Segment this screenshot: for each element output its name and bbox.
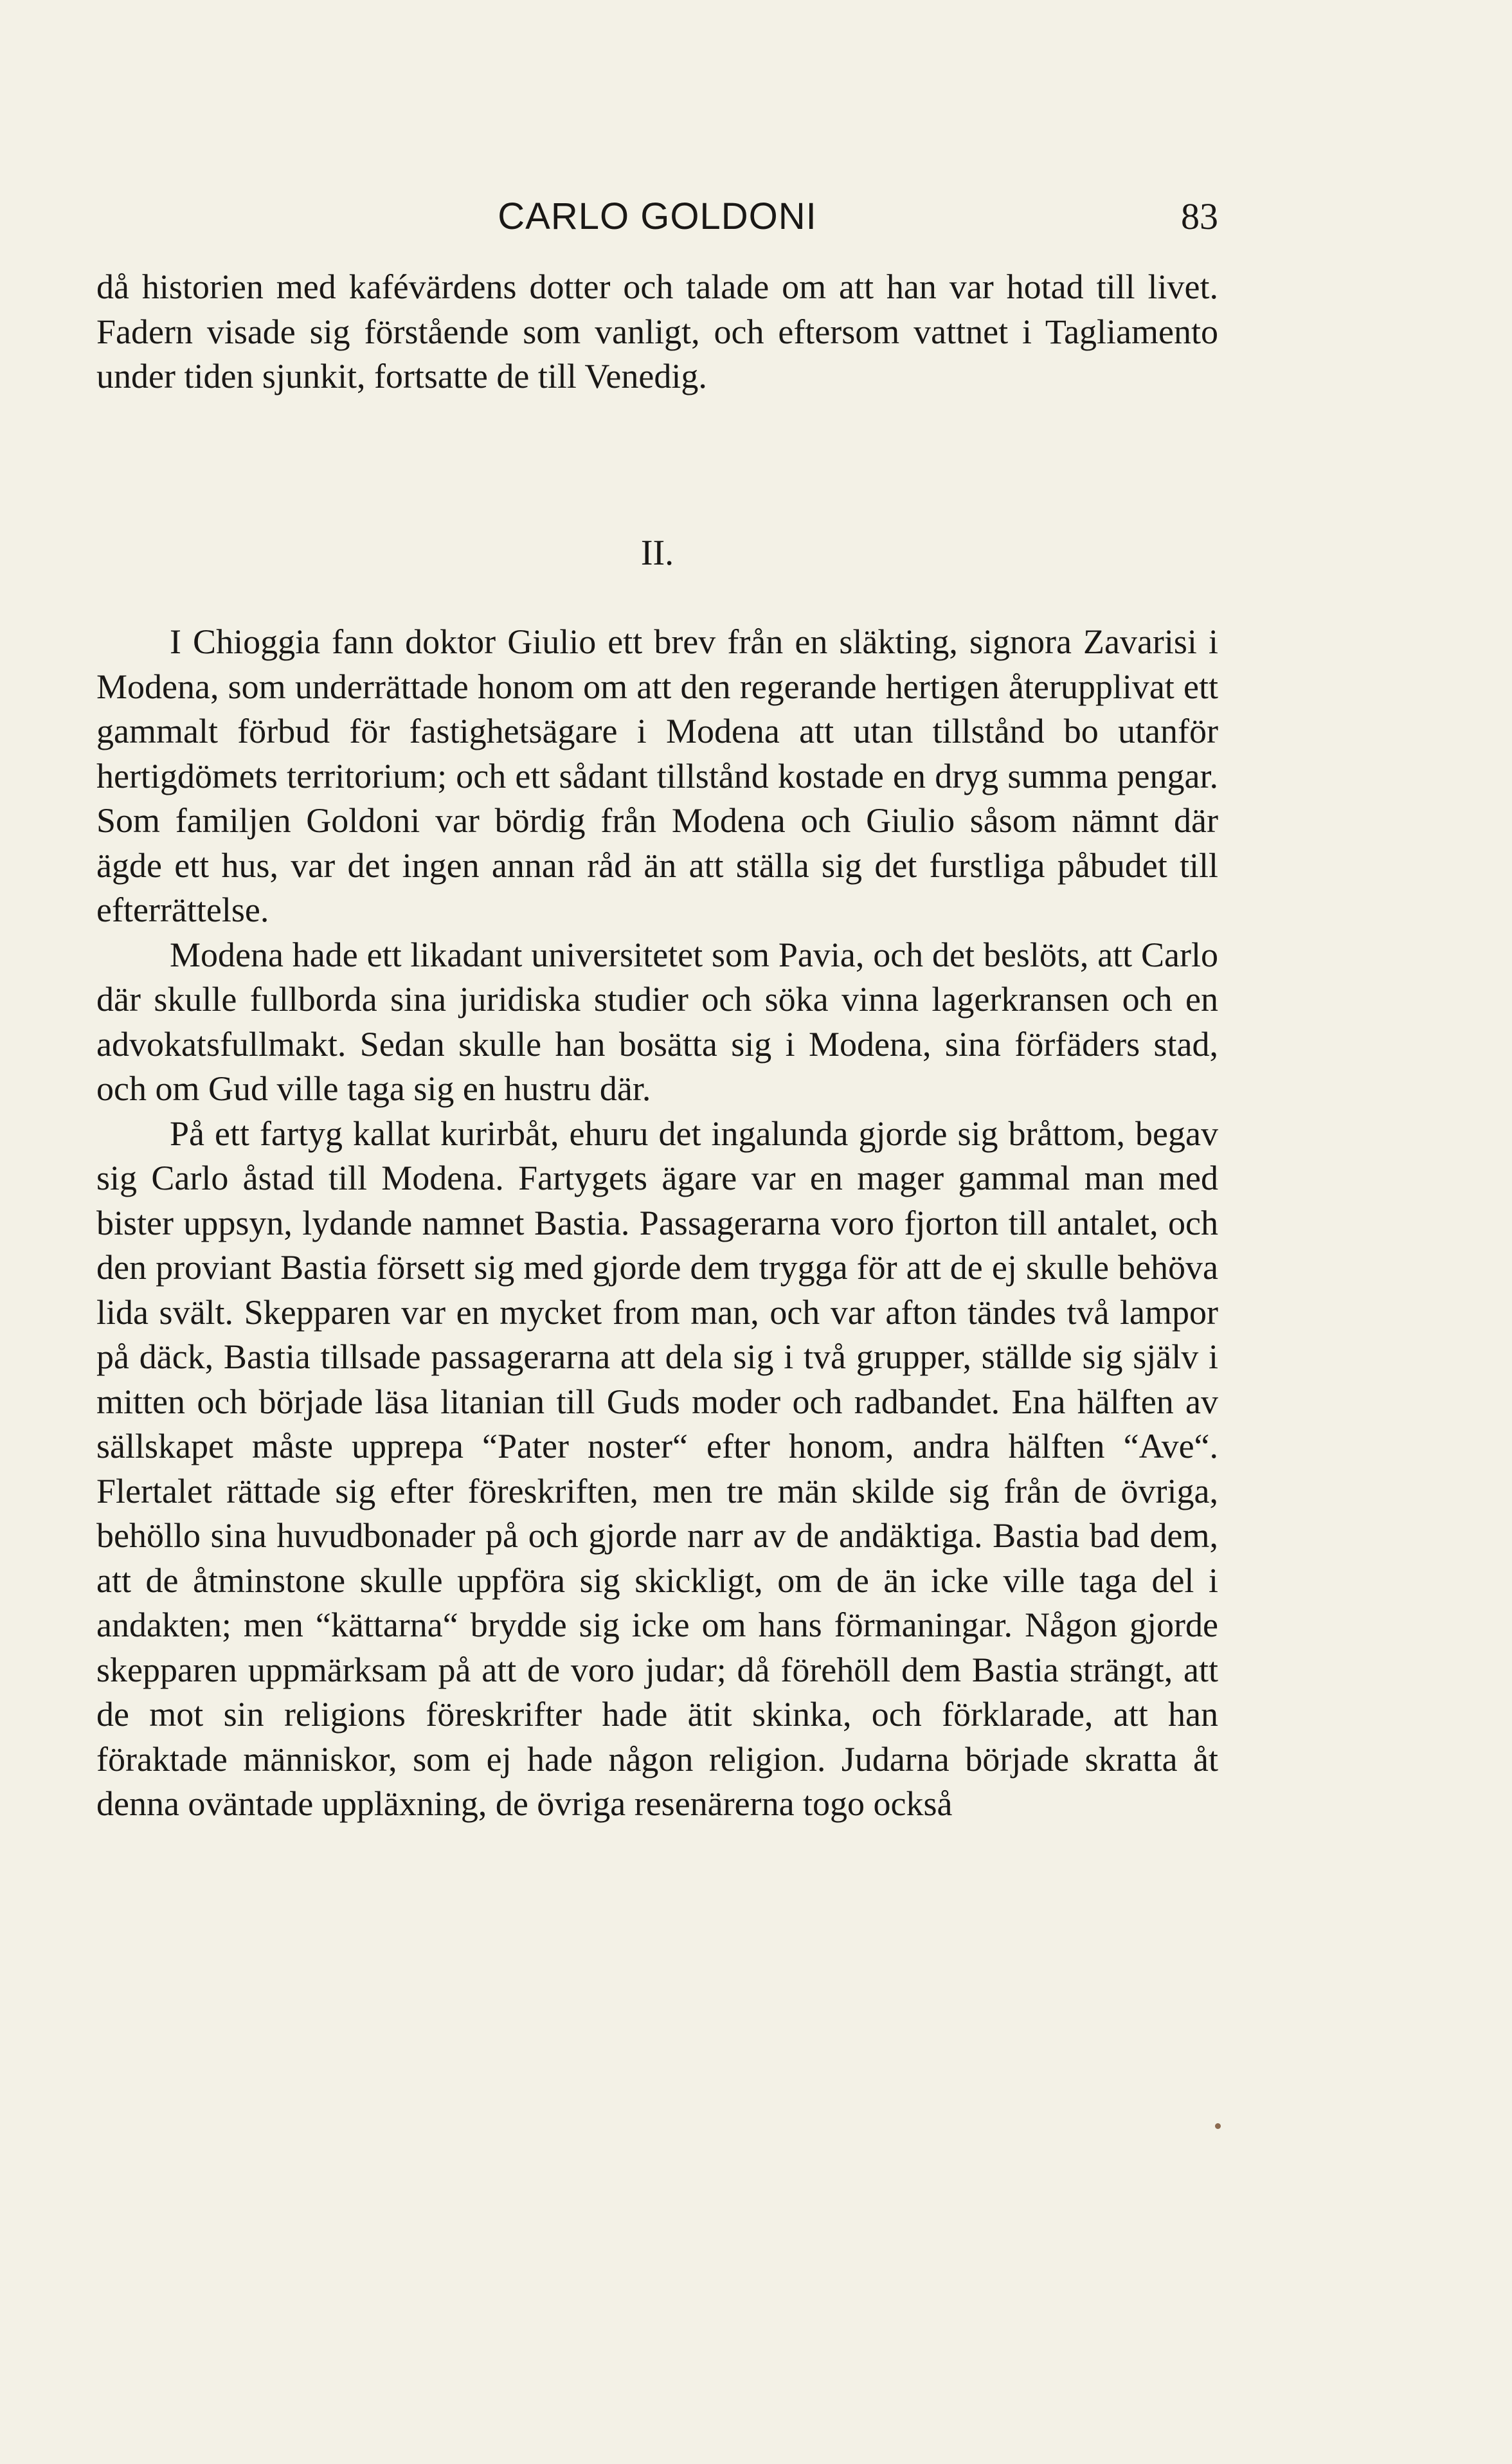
paragraph-3: På ett fartyg kallat kurirbåt, ehuru det ingalunda gjorde sig bråttom, begav sig Carlo åstad till Modena. Fartygets ägare var en mager gammal man med bister uppsyn, lydande namnet Bastia. Passagerarna voro fjorton till antalet, och den proviant Bastia försett sig med gjorde dem trygga för att de ej skulle behöva lida svält. Skepparen var en mycket from man, och var afton tändes två lampor på däck, Bastia tillsade passagerarna att dela sig i två grupper, ställde sig själv i mitten och började läsa litanian till Guds moder och radbandet. Ena hälften av sällskapet måste upprepa “Pater noster“ efter honom, andra hälften “Ave“. Flertalet rättade sig efter föreskriften, men tre män skilde sig från de övriga, behöllo sina huvudbonader på och gjorde narr av de andäktiga. Bastia bad dem, att de åtminstone skulle uppföra sig skickligt, om de än icke ville taga del i andakten; men “kättarna“ brydde sig icke om hans förmaningar. Någon gjorde skepparen uppmärksam på att de voro judar; då förehöll dem Bastia strängt, att de mot sin religions föreskrifter hade ätit skinka, och förklarade, att han föraktade människor, som ej hade någon religion. Judarna började skratta åt denna oväntade uppläxning, de övriga resenärerna togo också xyxy=(96,1114,1218,1823)
paragraph-2: Modena hade ett likadant universitetet som Pavia, och det beslöts, att Carlo där skulle fullborda sina juridiska studier och söka vinna lagerkransen och en advokatsfullmakt. Sedan skulle han bosätta sig i Modena, sina förfäders stad, och om Gud ville taga sig en hustru där. xyxy=(96,935,1218,1108)
section-body xyxy=(96,620,1218,1827)
paragraph-1: I Chioggia fann doktor Giulio ett brev från en släkting, signora Zavarisi i Modena, som underrättade honom om att den regerande hertigen återupplivat ett gammalt förbud för fastighetsägare i Modena att utan tillstånd bo utanför hertigdömets territorium; och ett sådant tillstånd kostade en dryg summa pengar. Som familjen Goldoni var bördig från Modena och Giulio såsom nämnt där ägde ett hus, var det ingen annan råd än att ställa sig det furstliga påbudet till efterrättelse. xyxy=(96,622,1218,929)
continuation-paragraph-block xyxy=(96,265,1218,399)
page-number: 83 xyxy=(1181,195,1218,237)
running-title: CARLO GOLDONI xyxy=(498,195,817,237)
ink-speck xyxy=(1215,2123,1221,2129)
running-head xyxy=(96,188,1218,246)
continuation-paragraph: då historien med kafévärdens dotter och talade om att han var hotad till livet. Fadern visade sig förstående som vanligt, och eftersom vattnet i Tagliamento under tiden sjunkit, fortsatte de till Venedig. xyxy=(96,267,1218,395)
section-heading: II. xyxy=(640,533,674,573)
